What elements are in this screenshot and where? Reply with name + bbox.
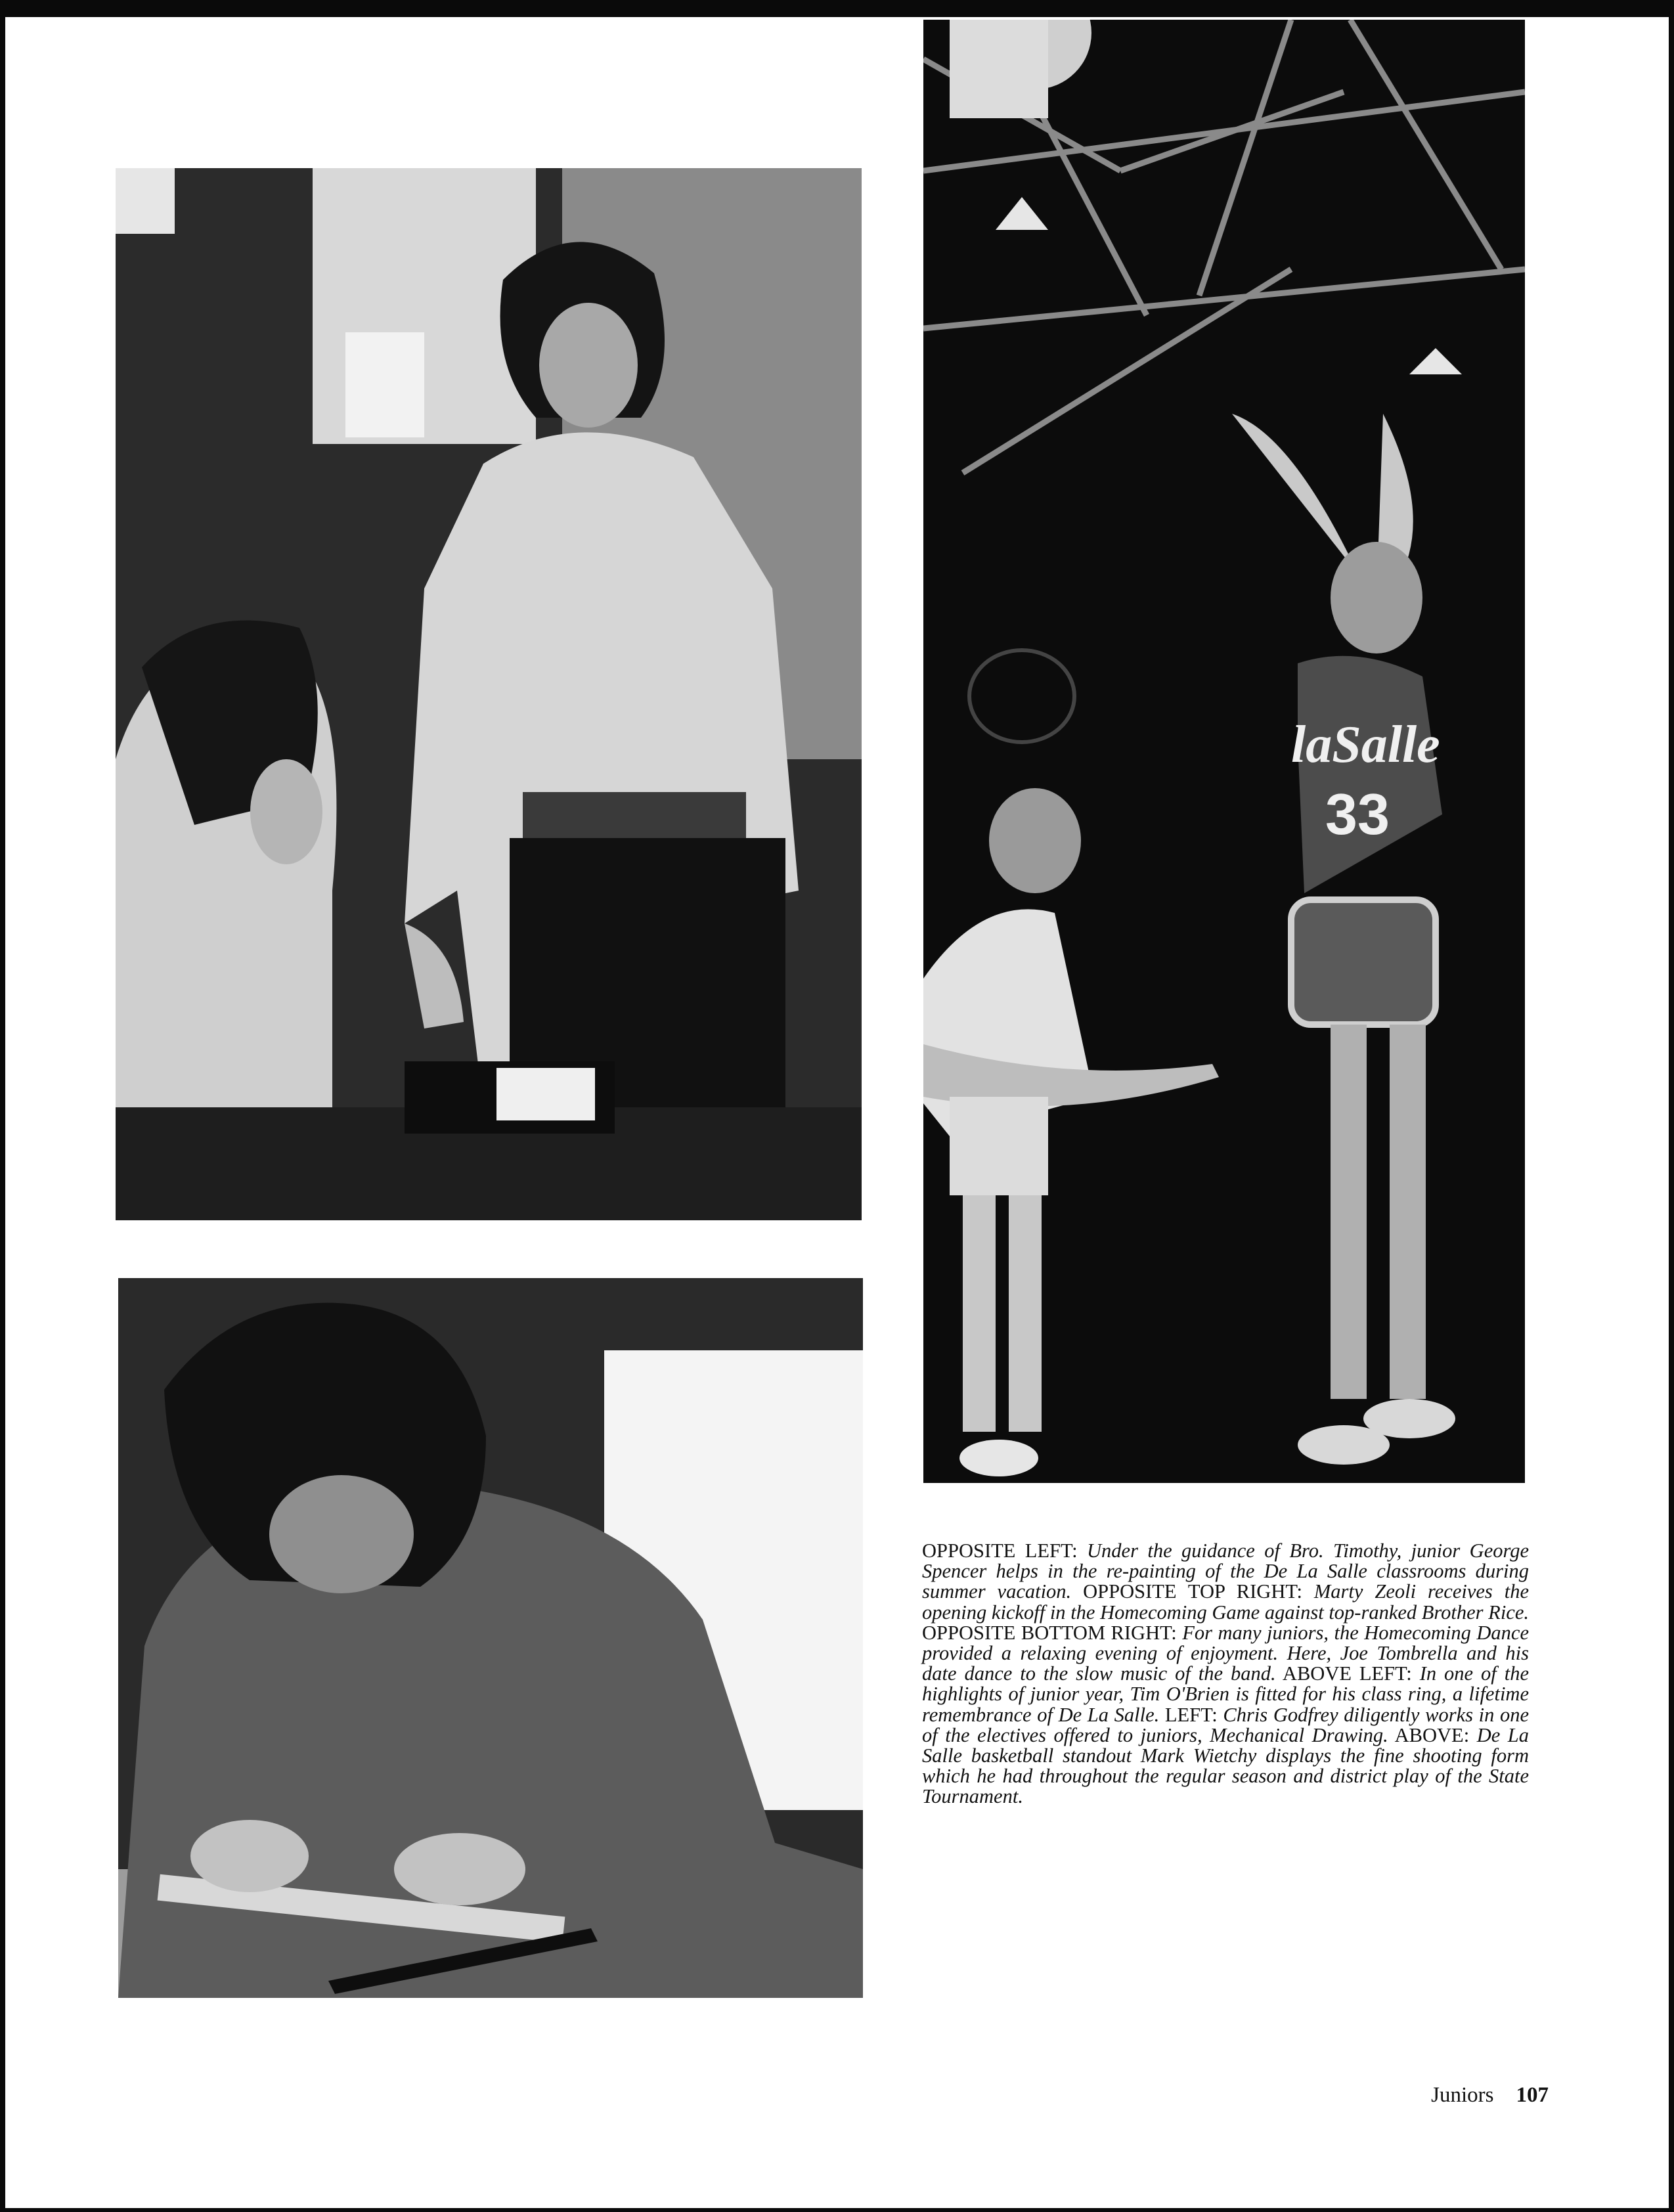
caption-text: Chris Godfrey diligently works in one of the electives offered to juniors, Mechanical Drawing. — [922, 1703, 1530, 1746]
photo-mechanical-drawing — [118, 1278, 863, 1998]
caption-label: ABOVE LEFT: — [1282, 1662, 1412, 1685]
page-footer — [1431, 2083, 1549, 2108]
page-number: 107 — [1516, 2083, 1549, 2107]
caption-label: OPPOSITE BOTTOM RIGHT: — [922, 1621, 1177, 1644]
caption-text: In one of the highlights of junior year, Tim O'Brien is fitted for his class ring, a lifetime remembrance of De La Salle. — [922, 1662, 1529, 1726]
caption-label: LEFT: — [1164, 1703, 1218, 1726]
caption-label: ABOVE: — [1394, 1723, 1470, 1746]
caption-text: Under the guidance of Bro. Timothy, junior George Spencer helps in the re-painting of the De La Salle classrooms during summer vacation. — [922, 1539, 1530, 1603]
caption-text: For many juniors, the Homecoming Dance provided a relaxing evening of enjoyment. Here, Joe Tombrella and his date dance to the slow music of the band. — [922, 1621, 1529, 1685]
photo-basketball-shot — [923, 20, 1525, 1483]
caption-block — [922, 1541, 1529, 1807]
caption-text: Marty Zeoli receives the opening kickoff in the Homecoming Game against top-ranked Brother Rice. — [922, 1580, 1530, 1624]
jersey-script-text: laSalle — [1291, 716, 1440, 774]
photo-class-ring-fitting — [116, 168, 862, 1220]
section-name: Juniors — [1431, 2083, 1494, 2107]
caption-label: OPPOSITE LEFT: — [922, 1539, 1078, 1562]
caption-label: OPPOSITE TOP RIGHT: — [1083, 1580, 1302, 1603]
caption-text: De La Salle basketball standout Mark Wietchy displays the fine shooting form which he had throughout the regular season and district play of the State Tournament. — [922, 1723, 1530, 1808]
jersey-number-text: 33 — [1325, 782, 1390, 847]
